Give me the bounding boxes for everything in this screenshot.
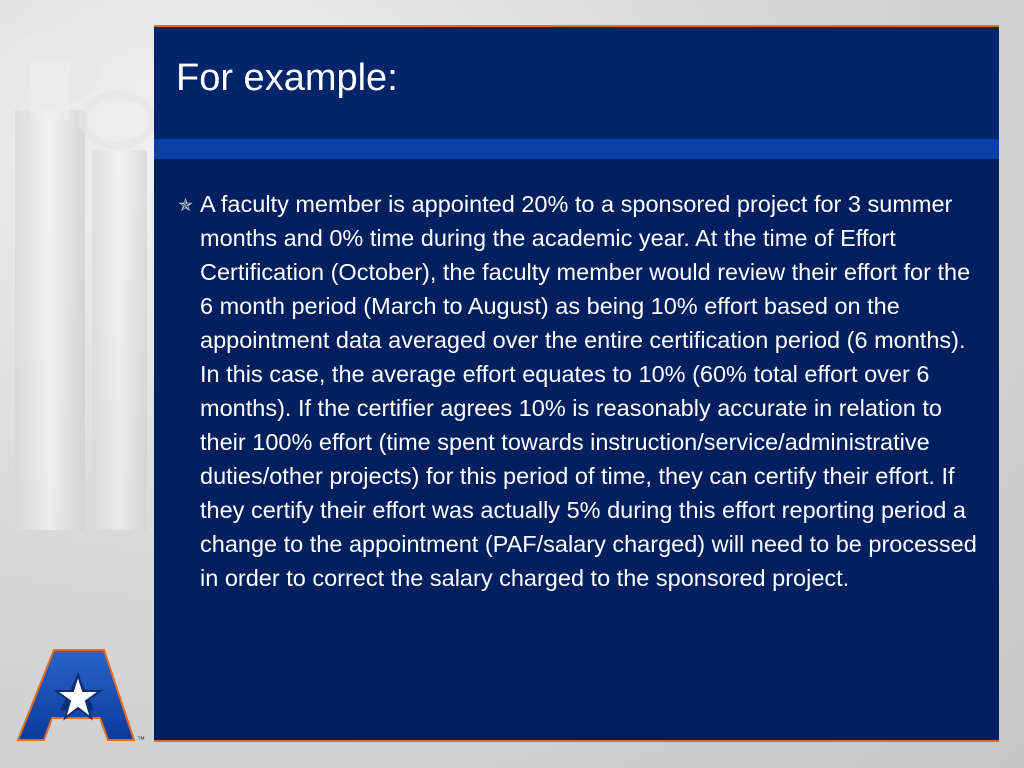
- bullet-text: A faculty member is appointed 20% to a sponsored project for 3 summer months and 0% time during the academic year. At the time of Effort Certification (October), the faculty member would review their effort for the 6 month period (March to August) as being 10% effort based on the appointment data averaged over the entire certification period (6 months). In this case, the average effort equates to 10% (60% total effort over 6 months). If the certifier agrees 10% is reasonably accurate in relation to their 100% effort (time spent towards instruction/service/administrative duties/other projects) for this period of time, they can certify their effort. If they certify their effort was actually 5% during this effort reporting period a change to the appointment (PAF/salary charged) will need to be processed in order to correct the salary charged to the sponsored project.: [200, 191, 977, 591]
- background-architecture-decoration: [0, 0, 160, 600]
- title-area: [154, 27, 999, 139]
- star-bullet-icon: ✯: [178, 195, 194, 215]
- slide-panel: [154, 25, 999, 742]
- slide-content: [178, 187, 978, 595]
- slide-title: For example:: [176, 57, 398, 99]
- title-divider-band: [154, 139, 999, 159]
- ut-arlington-logo-icon: [12, 640, 154, 750]
- bullet-item: [178, 187, 978, 595]
- trademark-symbol: ™: [137, 735, 145, 744]
